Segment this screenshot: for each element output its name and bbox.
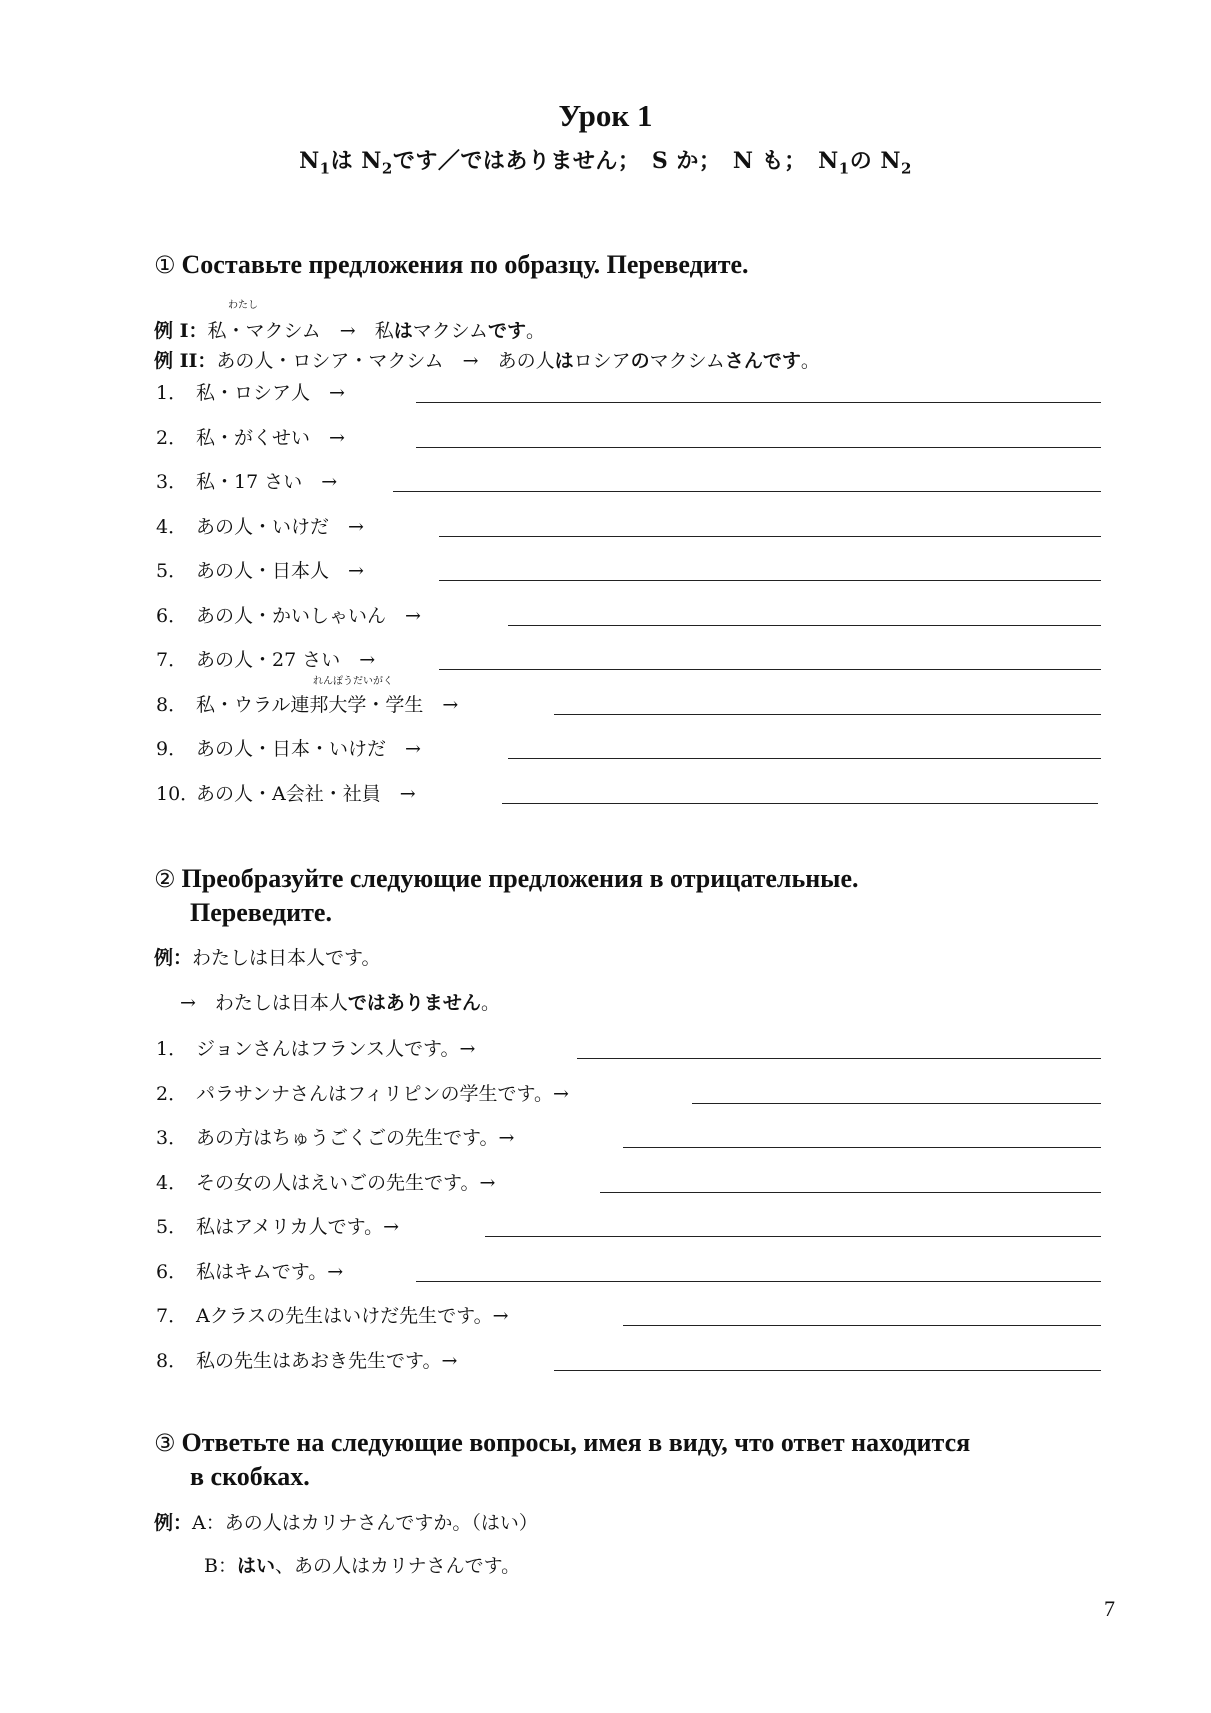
section3-example-b: B：はい、あの人はカリナさんです。 xyxy=(204,1555,521,1577)
section1-item: 5． あの人・日本人 → xyxy=(156,560,364,582)
section1-item: 1． 私・ロシア人 → xyxy=(156,382,345,404)
section1-example-2: 例 II：あの人・ロシア・マクシム → あの人はロシアのマクシムさんです。 xyxy=(154,350,820,372)
answer-line[interactable] xyxy=(439,669,1101,670)
section1-item: 8． 私・ウラル連邦大学・学生 → xyxy=(156,694,459,716)
section1-item: 7． あの人・27 さい → xyxy=(156,649,376,671)
answer-line[interactable] xyxy=(600,1192,1101,1193)
section2-example-answer: → わたしは日本人ではありません。 xyxy=(180,992,500,1014)
answer-line[interactable] xyxy=(692,1103,1101,1104)
answer-line[interactable] xyxy=(623,1147,1101,1148)
answer-line[interactable] xyxy=(508,625,1101,626)
section2-heading: ② Преобразуйте следующие предложения в отрицательные. Переведите. xyxy=(154,864,859,927)
answer-line[interactable] xyxy=(502,803,1098,804)
section1-item: 4． あの人・いけだ → xyxy=(156,516,364,538)
section1-item: 6． あの人・かいしゃいん → xyxy=(156,605,421,627)
answer-line[interactable] xyxy=(416,1281,1101,1282)
section1-item: 10．あの人・A会社・社員 → xyxy=(156,783,416,805)
section2-item: 7． Aクラスの先生はいけだ先生です。→ xyxy=(156,1305,509,1327)
answer-line[interactable] xyxy=(439,536,1101,537)
grammar-subtitle: $N_1$は $N_2$です／ではありません； S か； N も； $N_1$の $N_2$ xyxy=(299,148,912,178)
section3-heading: ③ Ответьте на следующие вопросы, имея в виду, что ответ находится в скобках. xyxy=(154,1428,971,1491)
section2-item: 6． 私はキムです。→ xyxy=(156,1261,344,1283)
section2-example: 例：わたしは日本人です。 xyxy=(154,947,381,969)
section1-heading: ① Составьте предложения по образцу. Переведите. xyxy=(154,250,749,279)
section2-item: 3． あの方はちゅうごくごの先生です。→ xyxy=(156,1127,515,1149)
answer-line[interactable] xyxy=(623,1325,1101,1326)
section1-example-1: 例 I：私・マクシム → 私はマクシムです。 xyxy=(154,320,545,342)
answer-line[interactable] xyxy=(508,758,1101,759)
section1-item: 9． あの人・日本・いけだ → xyxy=(156,738,421,760)
furigana-renpou-daigaku: れんぽうだいがく xyxy=(313,676,393,687)
answer-line[interactable] xyxy=(393,491,1101,492)
answer-line[interactable] xyxy=(439,580,1101,581)
answer-line[interactable] xyxy=(577,1058,1101,1059)
section2-item: 5． 私はアメリカ人です。→ xyxy=(156,1216,400,1238)
page-number: 7 xyxy=(1104,1596,1115,1621)
answer-line[interactable] xyxy=(416,447,1101,448)
answer-line[interactable] xyxy=(416,402,1101,403)
section2-item: 4． その女の人はえいごの先生です。→ xyxy=(156,1172,496,1194)
section2-item: 2． パラサンナさんはフィリピンの学生です。→ xyxy=(156,1083,569,1105)
answer-line[interactable] xyxy=(554,714,1101,715)
section1-item: 3． 私・17 さい → xyxy=(156,471,338,493)
section2-item: 8． 私の先生はあおき先生です。→ xyxy=(156,1350,458,1372)
section2-item: 1． ジョンさんはフランス人です。→ xyxy=(156,1038,476,1060)
answer-line[interactable] xyxy=(554,1370,1101,1371)
answer-line[interactable] xyxy=(485,1236,1101,1237)
lesson-title: Урок 1 xyxy=(558,98,653,133)
furigana-watashi: わたし xyxy=(228,300,258,311)
section3-example-a: 例：A：あの人はカリナさんですか。（はい） xyxy=(154,1512,538,1534)
section1-item: 2． 私・がくせい → xyxy=(156,427,345,449)
